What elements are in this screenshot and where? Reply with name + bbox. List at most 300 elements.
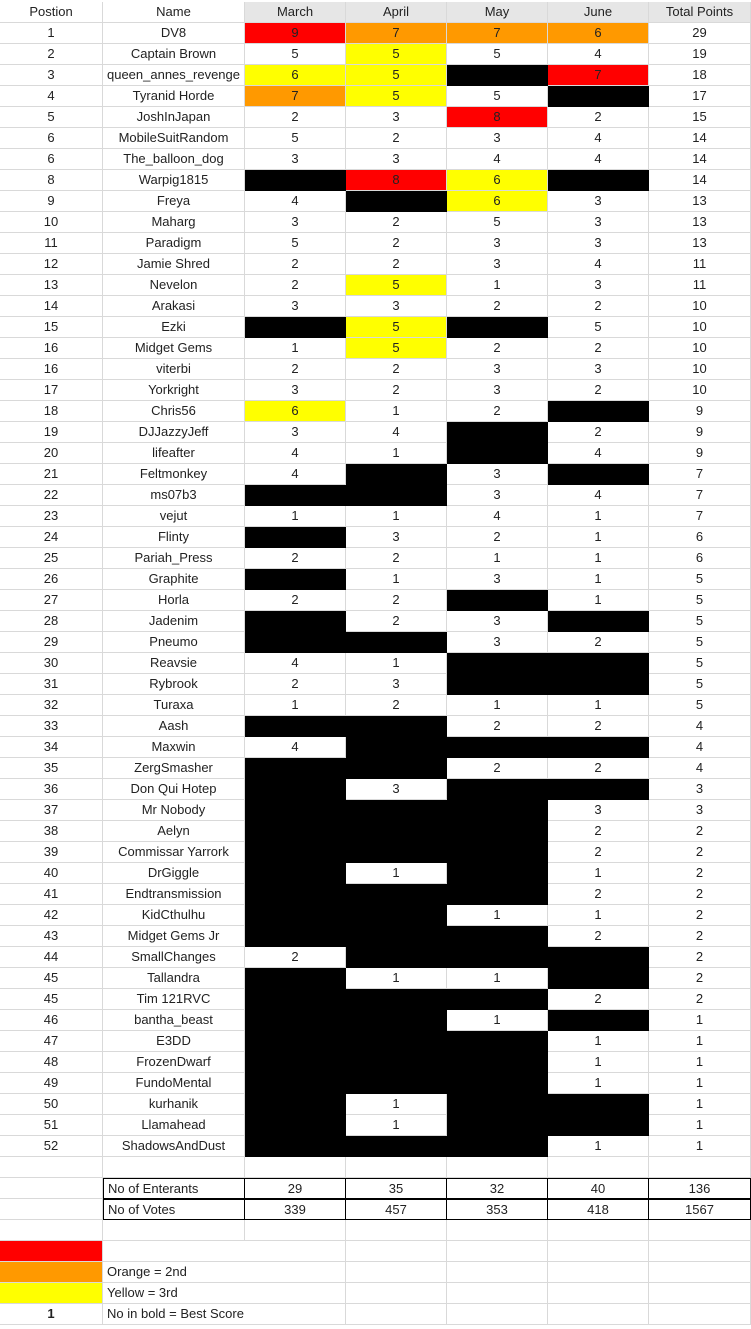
name-cell[interactable]: Jamie Shred	[103, 254, 245, 275]
name-cell[interactable]: DV8	[103, 23, 245, 44]
score-april[interactable]	[346, 800, 447, 821]
score-april[interactable]	[346, 905, 447, 926]
name-cell[interactable]: Ezki	[103, 317, 245, 338]
score-march[interactable]	[245, 779, 346, 800]
score-june[interactable]: 1	[548, 569, 649, 590]
score-may[interactable]	[447, 989, 548, 1010]
score-may[interactable]	[447, 821, 548, 842]
score-april[interactable]: 1	[346, 569, 447, 590]
score-march[interactable]	[245, 632, 346, 653]
score-may[interactable]: 1	[447, 548, 548, 569]
empty-cell[interactable]	[0, 1220, 103, 1241]
score-may[interactable]	[447, 926, 548, 947]
name-cell[interactable]: DrGiggle	[103, 863, 245, 884]
name-cell[interactable]: Captain Brown	[103, 44, 245, 65]
score-march[interactable]: 2	[245, 275, 346, 296]
score-march[interactable]	[245, 989, 346, 1010]
empty-cell[interactable]	[245, 1220, 346, 1241]
score-april[interactable]: 2	[346, 548, 447, 569]
score-may[interactable]: 2	[447, 296, 548, 317]
total-points-cell[interactable]: 4	[649, 737, 751, 758]
score-june[interactable]: 2	[548, 884, 649, 905]
name-cell[interactable]: E3DD	[103, 1031, 245, 1052]
score-april[interactable]: 5	[346, 65, 447, 86]
score-june[interactable]: 2	[548, 338, 649, 359]
score-march[interactable]	[245, 821, 346, 842]
score-may[interactable]	[447, 1052, 548, 1073]
total-points-cell[interactable]: 17	[649, 86, 751, 107]
totals-may[interactable]: 32	[447, 1178, 548, 1199]
totals-april[interactable]: 35	[346, 1178, 447, 1199]
score-march[interactable]: 7	[245, 86, 346, 107]
score-may[interactable]	[447, 590, 548, 611]
legend-swatch[interactable]	[0, 1283, 103, 1304]
legend-swatch[interactable]: 1	[0, 1304, 103, 1325]
score-june[interactable]: 2	[548, 758, 649, 779]
empty-cell[interactable]	[245, 1157, 346, 1178]
position-cell[interactable]: 3	[0, 65, 103, 86]
legend-swatch[interactable]	[0, 1262, 103, 1283]
score-may[interactable]: 4	[447, 506, 548, 527]
score-march[interactable]	[245, 485, 346, 506]
score-april[interactable]: 1	[346, 1094, 447, 1115]
total-points-cell[interactable]: 2	[649, 842, 751, 863]
score-may[interactable]: 2	[447, 527, 548, 548]
score-june[interactable]: 2	[548, 380, 649, 401]
score-april[interactable]: 2	[346, 359, 447, 380]
score-june[interactable]	[548, 1094, 649, 1115]
score-may[interactable]	[447, 653, 548, 674]
score-june[interactable]: 4	[548, 485, 649, 506]
score-may[interactable]: 2	[447, 758, 548, 779]
score-april[interactable]: 2	[346, 212, 447, 233]
name-cell[interactable]: Arakasi	[103, 296, 245, 317]
position-cell[interactable]: 15	[0, 317, 103, 338]
score-may[interactable]: 3	[447, 233, 548, 254]
score-may[interactable]: 2	[447, 401, 548, 422]
name-cell[interactable]: ShadowsAndDust	[103, 1136, 245, 1157]
empty-cell[interactable]	[0, 1157, 103, 1178]
score-april[interactable]: 3	[346, 149, 447, 170]
position-cell[interactable]: 39	[0, 842, 103, 863]
score-may[interactable]: 5	[447, 44, 548, 65]
score-march[interactable]: 2	[245, 548, 346, 569]
total-points-cell[interactable]: 14	[649, 128, 751, 149]
total-points-cell[interactable]: 9	[649, 422, 751, 443]
name-cell[interactable]: Horla	[103, 590, 245, 611]
header-total-points[interactable]: Total Points	[649, 2, 751, 23]
score-may[interactable]	[447, 1136, 548, 1157]
total-points-cell[interactable]: 2	[649, 989, 751, 1010]
score-april[interactable]	[346, 821, 447, 842]
score-march[interactable]	[245, 1073, 346, 1094]
name-cell[interactable]: Midget Gems	[103, 338, 245, 359]
name-cell[interactable]: Rybrook	[103, 674, 245, 695]
score-may[interactable]	[447, 737, 548, 758]
name-cell[interactable]: Paradigm	[103, 233, 245, 254]
score-june[interactable]	[548, 653, 649, 674]
total-points-cell[interactable]: 18	[649, 65, 751, 86]
score-march[interactable]: 9	[245, 23, 346, 44]
score-april[interactable]	[346, 1010, 447, 1031]
score-june[interactable]	[548, 1115, 649, 1136]
score-june[interactable]: 3	[548, 212, 649, 233]
empty-cell[interactable]	[447, 1262, 548, 1283]
empty-cell[interactable]	[346, 1241, 447, 1262]
name-cell[interactable]: JoshInJapan	[103, 107, 245, 128]
totals-total[interactable]: 1567	[649, 1199, 751, 1220]
empty-cell[interactable]	[447, 1241, 548, 1262]
totals-march[interactable]: 339	[245, 1199, 346, 1220]
score-june[interactable]	[548, 611, 649, 632]
legend-swatch[interactable]	[0, 1241, 103, 1262]
empty-cell[interactable]	[346, 1304, 447, 1325]
name-cell[interactable]: Nevelon	[103, 275, 245, 296]
score-june[interactable]: 1	[548, 590, 649, 611]
score-may[interactable]	[447, 842, 548, 863]
total-points-cell[interactable]: 2	[649, 905, 751, 926]
name-cell[interactable]: Maharg	[103, 212, 245, 233]
empty-cell[interactable]	[447, 1304, 548, 1325]
name-cell[interactable]: MobileSuitRandom	[103, 128, 245, 149]
position-cell[interactable]: 45	[0, 989, 103, 1010]
position-cell[interactable]: 36	[0, 779, 103, 800]
score-may[interactable]: 4	[447, 149, 548, 170]
score-june[interactable]: 1	[548, 506, 649, 527]
name-cell[interactable]: ZergSmasher	[103, 758, 245, 779]
score-april[interactable]	[346, 737, 447, 758]
score-april[interactable]: 5	[346, 275, 447, 296]
position-cell[interactable]: 18	[0, 401, 103, 422]
total-points-cell[interactable]: 5	[649, 695, 751, 716]
score-june[interactable]: 1	[548, 1136, 649, 1157]
position-cell[interactable]: 13	[0, 275, 103, 296]
score-april[interactable]: 1	[346, 968, 447, 989]
score-may[interactable]: 8	[447, 107, 548, 128]
score-march[interactable]: 5	[245, 44, 346, 65]
score-june[interactable]: 2	[548, 989, 649, 1010]
score-march[interactable]: 3	[245, 296, 346, 317]
position-cell[interactable]: 11	[0, 233, 103, 254]
score-may[interactable]: 3	[447, 611, 548, 632]
score-april[interactable]	[346, 1031, 447, 1052]
score-march[interactable]: 4	[245, 464, 346, 485]
empty-cell[interactable]	[346, 1283, 447, 1304]
score-may[interactable]	[447, 1115, 548, 1136]
score-june[interactable]: 1	[548, 1031, 649, 1052]
name-cell[interactable]: Don Qui Hotep	[103, 779, 245, 800]
empty-cell[interactable]	[103, 1220, 245, 1241]
score-march[interactable]: 4	[245, 191, 346, 212]
score-june[interactable]: 1	[548, 1052, 649, 1073]
score-april[interactable]: 2	[346, 128, 447, 149]
total-points-cell[interactable]: 7	[649, 464, 751, 485]
position-cell[interactable]: 1	[0, 23, 103, 44]
total-points-cell[interactable]: 5	[649, 674, 751, 695]
score-april[interactable]: 2	[346, 590, 447, 611]
position-cell[interactable]: 37	[0, 800, 103, 821]
score-june[interactable]: 2	[548, 821, 649, 842]
total-points-cell[interactable]: 6	[649, 527, 751, 548]
legend-text[interactable]	[103, 1241, 346, 1262]
name-cell[interactable]: Freya	[103, 191, 245, 212]
score-march[interactable]	[245, 884, 346, 905]
empty-cell[interactable]	[649, 1262, 751, 1283]
empty-cell[interactable]	[346, 1157, 447, 1178]
total-points-cell[interactable]: 2	[649, 947, 751, 968]
empty-cell[interactable]	[0, 1199, 103, 1220]
position-cell[interactable]: 6	[0, 128, 103, 149]
score-april[interactable]: 2	[346, 380, 447, 401]
score-june[interactable]: 2	[548, 422, 649, 443]
score-april[interactable]: 1	[346, 506, 447, 527]
score-april[interactable]: 1	[346, 443, 447, 464]
score-march[interactable]: 2	[245, 947, 346, 968]
position-cell[interactable]: 41	[0, 884, 103, 905]
position-cell[interactable]: 24	[0, 527, 103, 548]
score-june[interactable]: 4	[548, 44, 649, 65]
position-cell[interactable]: 29	[0, 632, 103, 653]
score-april[interactable]	[346, 716, 447, 737]
score-june[interactable]: 1	[548, 905, 649, 926]
legend-text[interactable]: No in bold = Best Score	[103, 1304, 346, 1325]
score-march[interactable]	[245, 905, 346, 926]
score-june[interactable]: 4	[548, 254, 649, 275]
position-cell[interactable]: 8	[0, 170, 103, 191]
score-june[interactable]	[548, 737, 649, 758]
totals-label[interactable]: No of Enterants	[103, 1178, 245, 1199]
score-april[interactable]: 2	[346, 254, 447, 275]
position-cell[interactable]: 44	[0, 947, 103, 968]
total-points-cell[interactable]: 2	[649, 926, 751, 947]
total-points-cell[interactable]: 19	[649, 44, 751, 65]
name-cell[interactable]: FundoMental	[103, 1073, 245, 1094]
score-march[interactable]: 1	[245, 338, 346, 359]
name-cell[interactable]: Commissar Yarrork	[103, 842, 245, 863]
score-may[interactable]	[447, 674, 548, 695]
empty-cell[interactable]	[548, 1283, 649, 1304]
total-points-cell[interactable]: 2	[649, 884, 751, 905]
score-june[interactable]	[548, 1010, 649, 1031]
score-march[interactable]: 4	[245, 653, 346, 674]
name-cell[interactable]: Pariah_Press	[103, 548, 245, 569]
legend-text[interactable]: Yellow = 3rd	[103, 1283, 346, 1304]
position-cell[interactable]: 42	[0, 905, 103, 926]
score-june[interactable]	[548, 674, 649, 695]
position-cell[interactable]: 17	[0, 380, 103, 401]
name-cell[interactable]: vejut	[103, 506, 245, 527]
position-cell[interactable]: 27	[0, 590, 103, 611]
name-cell[interactable]: Tim 121RVC	[103, 989, 245, 1010]
position-cell[interactable]: 52	[0, 1136, 103, 1157]
total-points-cell[interactable]: 11	[649, 254, 751, 275]
score-june[interactable]: 4	[548, 149, 649, 170]
score-april[interactable]: 3	[346, 107, 447, 128]
score-may[interactable]: 3	[447, 632, 548, 653]
header-march[interactable]: March	[245, 2, 346, 23]
name-cell[interactable]: Graphite	[103, 569, 245, 590]
empty-cell[interactable]	[548, 1157, 649, 1178]
score-march[interactable]	[245, 863, 346, 884]
name-cell[interactable]: Yorkright	[103, 380, 245, 401]
name-cell[interactable]: KidCthulhu	[103, 905, 245, 926]
score-april[interactable]	[346, 191, 447, 212]
score-june[interactable]: 4	[548, 128, 649, 149]
name-cell[interactable]: Tyranid Horde	[103, 86, 245, 107]
name-cell[interactable]: DJJazzyJeff	[103, 422, 245, 443]
position-cell[interactable]: 10	[0, 212, 103, 233]
score-march[interactable]	[245, 1094, 346, 1115]
score-june[interactable]	[548, 464, 649, 485]
position-cell[interactable]: 35	[0, 758, 103, 779]
score-may[interactable]	[447, 800, 548, 821]
score-march[interactable]	[245, 758, 346, 779]
position-cell[interactable]: 19	[0, 422, 103, 443]
empty-cell[interactable]	[103, 1157, 245, 1178]
score-march[interactable]	[245, 1010, 346, 1031]
position-cell[interactable]: 2	[0, 44, 103, 65]
empty-cell[interactable]	[447, 1157, 548, 1178]
score-april[interactable]	[346, 926, 447, 947]
totals-march[interactable]: 29	[245, 1178, 346, 1199]
score-march[interactable]: 2	[245, 359, 346, 380]
header-may[interactable]: May	[447, 2, 548, 23]
score-april[interactable]	[346, 464, 447, 485]
position-cell[interactable]: 43	[0, 926, 103, 947]
score-april[interactable]: 5	[346, 44, 447, 65]
score-april[interactable]: 1	[346, 653, 447, 674]
score-april[interactable]	[346, 485, 447, 506]
total-points-cell[interactable]: 1	[649, 1115, 751, 1136]
score-april[interactable]: 1	[346, 401, 447, 422]
score-april[interactable]: 3	[346, 296, 447, 317]
score-march[interactable]: 1	[245, 695, 346, 716]
header-name[interactable]: Name	[103, 2, 245, 23]
score-june[interactable]: 7	[548, 65, 649, 86]
total-points-cell[interactable]: 1	[649, 1031, 751, 1052]
score-april[interactable]	[346, 947, 447, 968]
total-points-cell[interactable]: 4	[649, 716, 751, 737]
empty-cell[interactable]	[548, 1262, 649, 1283]
total-points-cell[interactable]: 29	[649, 23, 751, 44]
score-june[interactable]: 1	[548, 527, 649, 548]
total-points-cell[interactable]: 14	[649, 149, 751, 170]
name-cell[interactable]: SmallChanges	[103, 947, 245, 968]
name-cell[interactable]: Aelyn	[103, 821, 245, 842]
total-points-cell[interactable]: 3	[649, 779, 751, 800]
name-cell[interactable]: Aash	[103, 716, 245, 737]
total-points-cell[interactable]: 5	[649, 632, 751, 653]
score-june[interactable]: 6	[548, 23, 649, 44]
total-points-cell[interactable]: 10	[649, 296, 751, 317]
score-june[interactable]: 1	[548, 1073, 649, 1094]
score-march[interactable]	[245, 968, 346, 989]
position-cell[interactable]: 20	[0, 443, 103, 464]
total-points-cell[interactable]: 10	[649, 338, 751, 359]
score-june[interactable]: 3	[548, 800, 649, 821]
score-may[interactable]: 5	[447, 86, 548, 107]
empty-cell[interactable]	[649, 1283, 751, 1304]
score-march[interactable]: 2	[245, 254, 346, 275]
position-cell[interactable]: 31	[0, 674, 103, 695]
position-cell[interactable]: 32	[0, 695, 103, 716]
score-may[interactable]	[447, 1073, 548, 1094]
score-march[interactable]: 2	[245, 674, 346, 695]
score-march[interactable]: 6	[245, 65, 346, 86]
score-march[interactable]: 3	[245, 149, 346, 170]
total-points-cell[interactable]: 7	[649, 485, 751, 506]
score-may[interactable]: 6	[447, 191, 548, 212]
total-points-cell[interactable]: 1	[649, 1010, 751, 1031]
total-points-cell[interactable]: 13	[649, 212, 751, 233]
score-march[interactable]	[245, 926, 346, 947]
score-may[interactable]: 3	[447, 464, 548, 485]
empty-cell[interactable]	[0, 1178, 103, 1199]
score-june[interactable]: 3	[548, 359, 649, 380]
score-april[interactable]: 2	[346, 611, 447, 632]
position-cell[interactable]: 14	[0, 296, 103, 317]
score-march[interactable]: 3	[245, 212, 346, 233]
score-may[interactable]	[447, 65, 548, 86]
score-april[interactable]: 4	[346, 422, 447, 443]
score-march[interactable]: 1	[245, 506, 346, 527]
score-may[interactable]: 3	[447, 128, 548, 149]
position-cell[interactable]: 4	[0, 86, 103, 107]
score-march[interactable]: 5	[245, 233, 346, 254]
score-may[interactable]: 1	[447, 905, 548, 926]
score-april[interactable]	[346, 1073, 447, 1094]
name-cell[interactable]: The_balloon_dog	[103, 149, 245, 170]
score-march[interactable]	[245, 716, 346, 737]
position-cell[interactable]: 49	[0, 1073, 103, 1094]
position-cell[interactable]: 6	[0, 149, 103, 170]
total-points-cell[interactable]: 2	[649, 821, 751, 842]
score-march[interactable]	[245, 1136, 346, 1157]
name-cell[interactable]: Flinty	[103, 527, 245, 548]
score-april[interactable]: 3	[346, 527, 447, 548]
score-april[interactable]: 5	[346, 86, 447, 107]
total-points-cell[interactable]: 7	[649, 506, 751, 527]
total-points-cell[interactable]: 15	[649, 107, 751, 128]
position-cell[interactable]: 5	[0, 107, 103, 128]
position-cell[interactable]: 50	[0, 1094, 103, 1115]
name-cell[interactable]: bantha_beast	[103, 1010, 245, 1031]
score-may[interactable]: 1	[447, 1010, 548, 1031]
score-april[interactable]: 3	[346, 779, 447, 800]
score-june[interactable]	[548, 947, 649, 968]
total-points-cell[interactable]: 9	[649, 443, 751, 464]
score-may[interactable]: 3	[447, 569, 548, 590]
empty-cell[interactable]	[346, 1220, 447, 1241]
name-cell[interactable]: Mr Nobody	[103, 800, 245, 821]
name-cell[interactable]: Endtransmission	[103, 884, 245, 905]
score-april[interactable]: 5	[346, 338, 447, 359]
position-cell[interactable]: 30	[0, 653, 103, 674]
totals-may[interactable]: 353	[447, 1199, 548, 1220]
score-june[interactable]	[548, 86, 649, 107]
score-may[interactable]: 7	[447, 23, 548, 44]
score-may[interactable]: 2	[447, 716, 548, 737]
total-points-cell[interactable]: 11	[649, 275, 751, 296]
score-april[interactable]	[346, 842, 447, 863]
score-june[interactable]: 3	[548, 191, 649, 212]
score-june[interactable]: 2	[548, 632, 649, 653]
score-march[interactable]	[245, 317, 346, 338]
name-cell[interactable]: kurhanik	[103, 1094, 245, 1115]
total-points-cell[interactable]: 13	[649, 191, 751, 212]
score-april[interactable]: 5	[346, 317, 447, 338]
total-points-cell[interactable]: 5	[649, 569, 751, 590]
